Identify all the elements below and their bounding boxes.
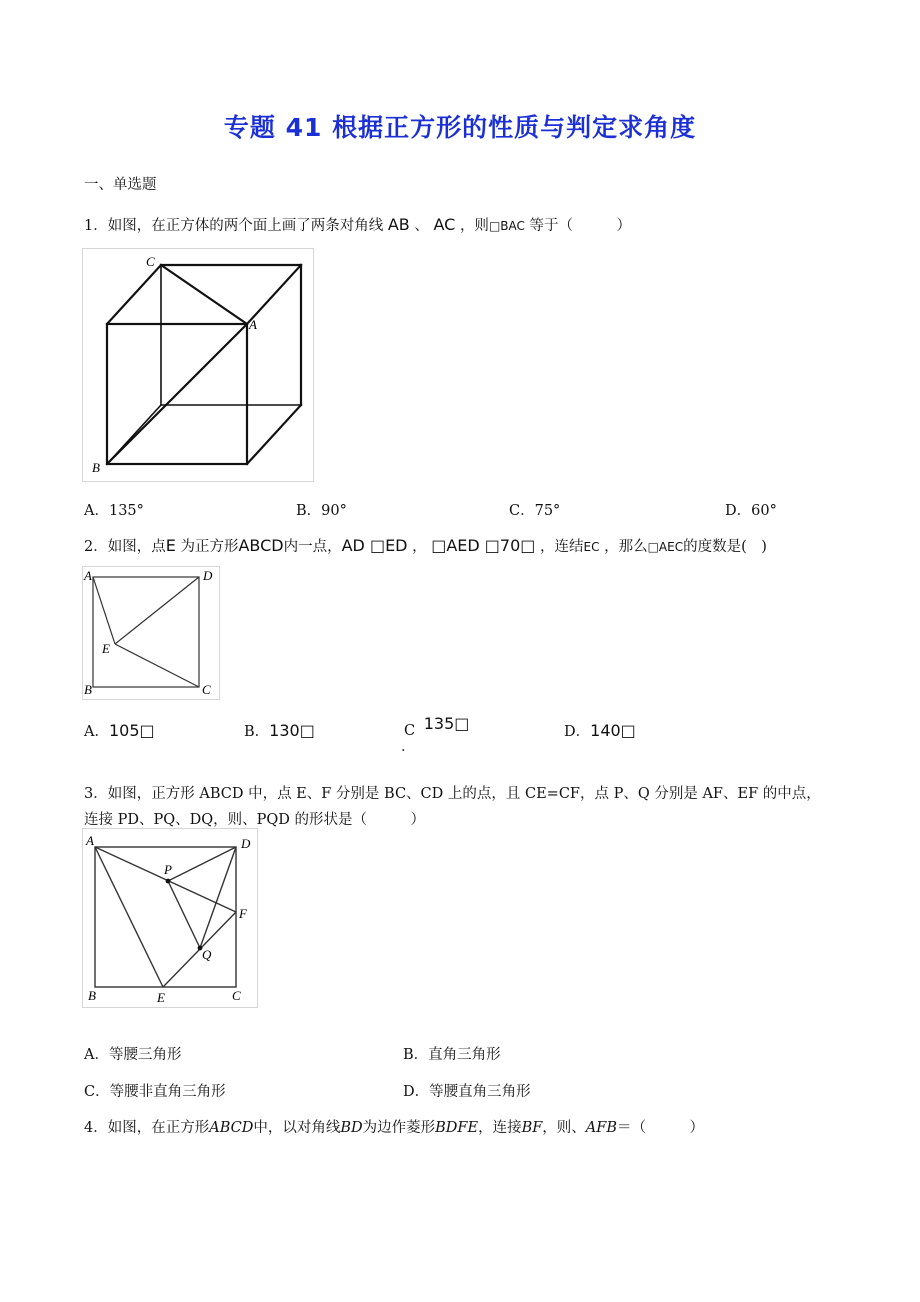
comma: ， — [412, 539, 427, 555]
question-3-text — [84, 782, 821, 803]
square-e-figure — [82, 566, 220, 700]
label-q: Q — [202, 947, 212, 962]
question-4-text-5: ，则、 — [542, 1120, 586, 1136]
label-b: B — [88, 988, 96, 1003]
q2-option-a[interactable] — [84, 720, 155, 741]
label-a: A — [249, 317, 257, 332]
question-4-text-1: 如图，在正方形 — [107, 1120, 210, 1136]
question-3-number: 3． — [84, 786, 108, 802]
q3-option-d[interactable]: D．等腰直角三角形 — [403, 1084, 531, 1100]
question-4-text-3: 为边作菱形 — [362, 1120, 436, 1136]
question-4-text-2: 中，以对角线 — [253, 1120, 341, 1136]
question-2-text-e: ，那么 — [604, 539, 648, 555]
angle-aec: □AEC — [647, 540, 684, 554]
condition-aed-70: □AED □70□ — [431, 536, 536, 555]
square-abcd: ABCD — [238, 536, 284, 555]
question-1-text-c: 等于（ ） — [529, 218, 631, 234]
q2-option-c-value: 135□ — [423, 714, 470, 733]
question-4-text-4: ，连接 — [478, 1120, 522, 1136]
q3-option-c[interactable]: C．等腰非直角三角形 — [84, 1084, 226, 1100]
label-c: C — [146, 254, 155, 269]
segment-ec: EC — [583, 540, 600, 554]
question-3-line-1: 如图，正方形 ABCD 中，点 E、F 分别是 BC、CD 上的点，且 CE=CF，点 P、Q 分别是 AF、EF 的中点， — [107, 786, 821, 802]
q2-option-c-letter: C — [404, 723, 416, 739]
rhombus-bdfe: BDFE — [435, 1120, 479, 1136]
q3-option-a[interactable]: A．等腰三角形 — [84, 1047, 182, 1063]
q2-option-d[interactable] — [564, 720, 636, 741]
question-2-text-c: 内一点， — [283, 539, 342, 555]
angle-bac: □BAC — [488, 219, 525, 233]
q2-option-a-letter: A． — [84, 724, 109, 740]
q1-option-b[interactable]: B．90° — [296, 503, 347, 519]
label-c: C — [202, 682, 211, 697]
label-e: E — [102, 641, 110, 656]
q1-option-a[interactable]: A．135° — [84, 503, 144, 519]
page-title: 专题 41 根据正方形的性质与判定求角度 — [223, 113, 697, 142]
q2-option-b-value: 130□ — [269, 721, 315, 740]
label-d: D — [203, 568, 213, 583]
question-2-text-a: 如图，点 — [107, 539, 166, 555]
label-a: A — [86, 833, 94, 848]
condition-ad-ed: AD □ED — [341, 536, 408, 555]
q2-option-a-value: 105□ — [108, 721, 155, 740]
label-d: D — [241, 836, 251, 851]
q2-option-c-dot: ． — [401, 739, 416, 755]
point-e: E — [165, 536, 176, 555]
q3-option-b[interactable]: B．直角三角形 — [403, 1047, 501, 1063]
question-4-text-6: ＝（ ） — [617, 1120, 704, 1136]
question-2-text — [84, 535, 767, 556]
label-e: E — [157, 990, 165, 1005]
question-1-text — [84, 214, 631, 235]
question-4-number: 4． — [84, 1120, 108, 1136]
label-a: A — [84, 568, 92, 583]
label-f: F — [239, 906, 247, 921]
square-pq-figure — [82, 828, 258, 1008]
separator: 、 — [414, 218, 429, 234]
diagonal-bd: BD — [340, 1120, 363, 1136]
q2-option-d-value: 140□ — [590, 721, 636, 740]
angle-afb: AFB — [585, 1120, 617, 1136]
square-abcd: ABCD — [209, 1120, 254, 1136]
question-1-text-a: 如图，在正方体的两个面上画了两条对角线 — [107, 218, 384, 234]
question-1-text-b: ，则 — [459, 218, 489, 234]
label-c: C — [232, 988, 241, 1003]
segment-ac: AC — [433, 215, 456, 234]
q2-option-b[interactable] — [244, 720, 315, 741]
label-b: B — [84, 682, 92, 697]
q2-option-d-letter: D． — [564, 724, 591, 740]
question-3-line-2: 连接 PD、PQ、DQ，则、PQD 的形状是（ ） — [84, 812, 426, 828]
cube-figure — [82, 248, 314, 482]
section-header: 一、单选题 — [84, 177, 157, 193]
question-4-text — [84, 1116, 704, 1137]
q2-option-b-letter: B． — [244, 724, 270, 740]
question-1-number: 1． — [84, 218, 108, 234]
question-2-text-b: 为正方形 — [180, 539, 239, 555]
q1-option-c[interactable]: C．75° — [509, 503, 561, 519]
question-2-number: 2． — [84, 539, 108, 555]
segment-bf: BF — [521, 1120, 543, 1136]
q1-option-d[interactable]: D．60° — [725, 503, 777, 519]
label-b: B — [92, 460, 100, 475]
segment-ab: AB — [387, 215, 410, 234]
question-2-text-d: ，连结 — [540, 539, 584, 555]
question-2-text-f: 的度数是( ) — [683, 539, 767, 555]
label-p: P — [164, 862, 172, 877]
